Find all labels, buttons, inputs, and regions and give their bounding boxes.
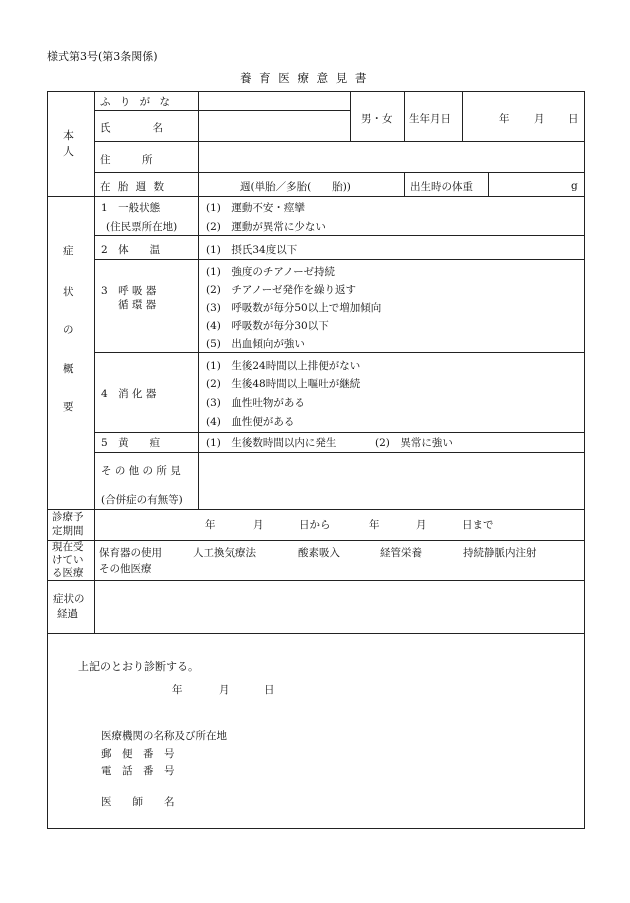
postal-code-label: 郵 便 番 号 <box>101 748 175 760</box>
page-title: 養 育 医 療 意 見 書 <box>240 71 369 85</box>
other-findings-sublabel: (合併症の有無等) <box>101 494 183 506</box>
jaundice-item-2[interactable]: (2) 異常に強い <box>375 437 453 449</box>
birthdate-month-unit: 月 <box>534 113 545 125</box>
other-findings-field[interactable] <box>199 453 583 508</box>
name-label: 氏 名 <box>100 122 163 134</box>
phone-label: 電 話 番 号 <box>101 765 175 777</box>
treatment-ventilation[interactable]: 人工換気療法 <box>193 547 256 559</box>
treatment-tube-feeding[interactable]: 経管栄養 <box>380 547 422 559</box>
period-to-month: 月 <box>416 519 427 531</box>
furigana-label: ふ り が な <box>100 96 174 108</box>
patient-section-label: 本 人 <box>63 129 74 158</box>
general-state-label: 1 一般状態 <box>101 202 161 214</box>
jaundice-item-1[interactable]: (1) 生後数時間以内に発生 <box>206 437 337 449</box>
name-field[interactable] <box>199 111 349 140</box>
respiratory-item-3[interactable]: (3) 呼吸数が毎分50以上で増加傾向 <box>206 302 382 314</box>
respiratory-item-5[interactable]: (5) 出血傾向が強い <box>206 338 305 350</box>
address-label: 住 所 <box>100 154 153 166</box>
institution-label: 医療機関の名称及び所在地 <box>101 730 227 742</box>
temperature-item-1[interactable]: (1) 摂氏34度以下 <box>206 244 298 256</box>
circulatory-label: 循 環 器 <box>118 299 157 311</box>
jaundice-label: 5 黄 疸 <box>101 437 161 449</box>
respiratory-item-1[interactable]: (1) 強度のチアノーゼ持続 <box>206 266 336 278</box>
birthdate-label: 生年月日 <box>409 113 451 125</box>
furigana-field[interactable] <box>199 92 349 109</box>
period-from-day: 日から <box>299 519 331 531</box>
other-findings-label: そ の 他 の 所 見 <box>101 465 181 477</box>
progress-label: 症状の 経過 <box>53 593 85 620</box>
treatment-iv-infusion[interactable]: 持続静脈内注射 <box>463 547 537 559</box>
gestation-label: 在 胎 週 数 <box>100 181 167 193</box>
respiratory-label: 3 呼 吸 器 <box>101 285 157 297</box>
doctor-name-label: 医 師 名 <box>101 796 175 808</box>
general-state-sublabel: (住民票所在地) <box>106 221 178 233</box>
digestive-item-3[interactable]: (3) 血性吐物がある <box>206 397 305 409</box>
period-to-day: 日まで <box>462 519 494 531</box>
general-state-item-1[interactable]: (1) 運動不安・痙攣 <box>206 202 305 214</box>
form-number: 様式第3号(第3条関係) <box>47 50 158 63</box>
birth-weight-label: 出生時の体重 <box>410 181 473 193</box>
gender-label[interactable]: 男・女 <box>361 113 393 125</box>
respiratory-item-4[interactable]: (4) 呼吸数が毎分30以下 <box>206 320 329 332</box>
cert-date-day: 日 <box>264 684 275 696</box>
cert-date-year: 年 <box>172 684 183 696</box>
progress-field[interactable] <box>95 581 583 632</box>
treatment-other[interactable]: その他医療 <box>99 563 152 575</box>
respiratory-item-2[interactable]: (2) チアノーゼ発作を繰り返す <box>206 284 357 296</box>
birthdate-day-unit: 日 <box>568 113 579 125</box>
digestive-item-1[interactable]: (1) 生後24時間以上排便がない <box>206 360 361 372</box>
period-from-month: 月 <box>253 519 264 531</box>
certification-statement: 上記のとおり診断する。 <box>78 660 199 673</box>
gestation-value: 週(単胎／多胎( 胎)) <box>240 181 351 193</box>
birth-weight-unit: g <box>571 180 578 192</box>
period-to-year: 年 <box>369 519 380 531</box>
treatment-oxygen[interactable]: 酸素吸入 <box>298 547 340 559</box>
period-from-year: 年 <box>205 519 216 531</box>
treatment-incubator[interactable]: 保育器の使用 <box>99 547 162 559</box>
general-state-item-2[interactable]: (2) 運動が異常に少ない <box>206 221 326 233</box>
digestive-label: 4 消 化 器 <box>101 388 157 400</box>
current-treatment-label: 現在受 けてい る医療 <box>52 541 84 579</box>
digestive-item-2[interactable]: (2) 生後48時間以上嘔吐が継続 <box>206 378 361 390</box>
address-field[interactable] <box>199 142 583 171</box>
birthdate-year-unit: 年 <box>499 113 510 125</box>
cert-date-month: 月 <box>219 684 230 696</box>
digestive-item-4[interactable]: (4) 血性便がある <box>206 416 295 428</box>
treatment-period-label: 診療予 定期間 <box>52 511 84 537</box>
temperature-label: 2 体 温 <box>101 244 161 256</box>
